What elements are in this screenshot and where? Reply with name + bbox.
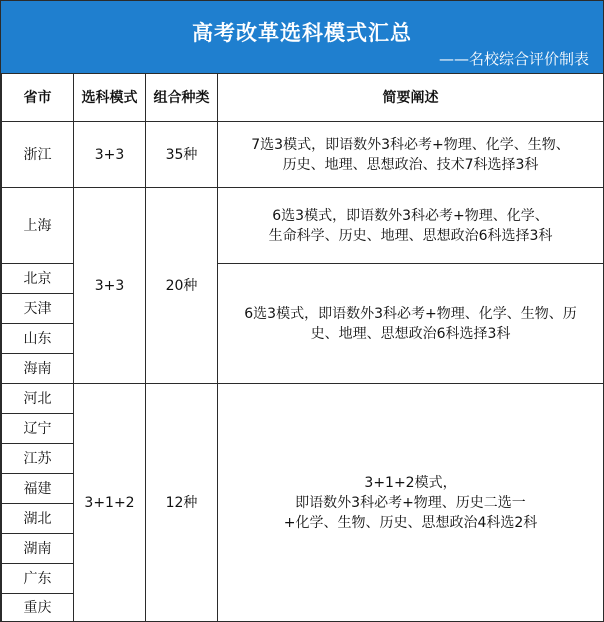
mode-cell: 3+1+2: [74, 384, 146, 622]
combos-cell: 20种: [146, 188, 218, 384]
description-cell: [218, 122, 604, 188]
description-line: 6选3模式，即语数外3科必考+物理、化学、: [272, 207, 549, 224]
province-cell: 重庆: [2, 594, 74, 622]
province-cell: 湖北: [2, 504, 74, 534]
province-cell: 河北: [2, 384, 74, 414]
table-header-row: [2, 74, 604, 122]
col-header-combos: 组合种类: [146, 74, 218, 122]
description-line: 7选3模式，即语数外3科必考+物理、化学、生物、: [251, 136, 570, 153]
description-cell: [218, 264, 604, 384]
col-header-description: 简要阐述: [218, 74, 604, 122]
description-cell: [218, 384, 604, 622]
description-line: 6选3模式，即语数外3科必考+物理、化学、生物、历: [244, 305, 577, 322]
description-line: 3+1+2模式，: [364, 474, 457, 491]
description-line: 史、地理、思想政治6科选择3科: [310, 325, 511, 342]
mode-cell: 3+3: [74, 188, 146, 384]
province-cell: 福建: [2, 474, 74, 504]
description-cell: [218, 188, 604, 264]
province-cell: 上海: [2, 188, 74, 264]
province-cell: 天津: [2, 294, 74, 324]
description-line: +化学、生物、历史、思想政治4科选2科: [283, 514, 538, 531]
title-banner: [1, 1, 603, 73]
mode-cell: 3+3: [74, 122, 146, 188]
selection-mode-table: [1, 73, 604, 622]
province-cell: 辽宁: [2, 414, 74, 444]
col-header-province: 省市: [2, 74, 74, 122]
col-header-mode: 选科模式: [74, 74, 146, 122]
description-line: 即语数外3科必考+物理、历史二选一: [295, 494, 526, 511]
table-row: [2, 122, 604, 188]
province-cell: 浙江: [2, 122, 74, 188]
description-line: 生命科学、历史、地理、思想政治6科选择3科: [268, 227, 553, 244]
combos-cell: 12种: [146, 384, 218, 622]
page-subtitle: ——名校综合评价制表: [438, 50, 589, 68]
province-cell: 江苏: [2, 444, 74, 474]
page-title: 高考改革选科模式汇总: [192, 21, 412, 45]
table-row: [2, 384, 604, 414]
table-row: [2, 188, 604, 264]
province-cell: 北京: [2, 264, 74, 294]
province-cell: 湖南: [2, 534, 74, 564]
combos-cell: 35种: [146, 122, 218, 188]
description-line: 历史、地理、思想政治、技术7科选择3科: [282, 156, 539, 173]
province-cell: 广东: [2, 564, 74, 594]
province-cell: 海南: [2, 354, 74, 384]
province-cell: 山东: [2, 324, 74, 354]
